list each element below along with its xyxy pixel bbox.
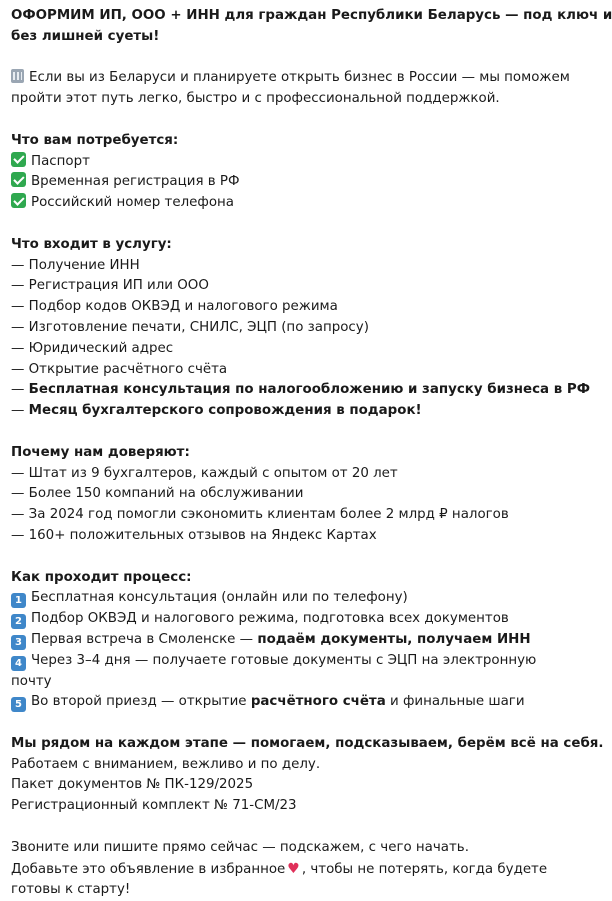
cta-line	[11, 859, 548, 881]
section-heading-service: Что входит в услугу:	[11, 236, 172, 252]
list-item: — Изготовление печати, СНИЛС, ЭЦП (по запросу)	[11, 319, 369, 335]
check-mark-icon	[11, 172, 26, 187]
keycap-1-icon: 1	[11, 593, 26, 608]
dash: —	[11, 403, 29, 419]
list-item	[11, 401, 521, 422]
list-item-bold-text: Бесплатная консультация по налогообложению и запуску бизнеса в РФ	[28, 382, 590, 398]
keycap-2-icon: 2	[11, 614, 26, 629]
closing-statement: Мы рядом на каждом этапе — помогаем, подсказываем, берём всё на себя.	[11, 735, 604, 751]
check-mark-icon	[11, 193, 26, 208]
spacer	[11, 48, 521, 69]
step-text: Подбор ОКВЭД и налогового режима, подготовка всех документов	[31, 611, 509, 627]
list-item: — Регистрация ИП или ООО	[11, 278, 209, 294]
keycap-5-icon: 5	[11, 697, 26, 712]
keycap-4-icon: 4	[11, 656, 26, 671]
list-item: — Юридический адрес	[11, 340, 174, 356]
spacer	[11, 713, 521, 734]
process-step	[11, 588, 521, 609]
title-line: ОФОРМИМ ИП, ООО + ИНН для граждан Республики Беларусь — под ключ и	[11, 8, 612, 23]
cta-text: , чтобы не потерять, когда будете	[301, 861, 548, 877]
cta-line: Звоните или пишите прямо сейчас — подскажем, с чего начать.	[11, 839, 469, 855]
cta-text: Добавьте это объявление в избранное	[11, 861, 286, 877]
title-line: без лишней суеты!	[11, 28, 160, 44]
keycap-3-icon: 3	[11, 635, 26, 650]
process-step	[11, 651, 537, 672]
list-item	[11, 172, 521, 193]
list-item: — За 2024 год помогли сэкономить клиентам более 2 млрд ₽ налогов	[11, 507, 509, 523]
spacer	[11, 110, 521, 131]
intro-line	[11, 68, 570, 89]
document-package-number: Пакет документов № ПК-129/2025	[11, 777, 254, 793]
list-item	[11, 152, 521, 173]
step-text: Во второй приезд — открытие	[31, 694, 251, 710]
intro-line: пройти этот путь легко, быстро и с профессиональной поддержкой.	[11, 91, 500, 107]
process-step	[11, 692, 525, 713]
list-item	[11, 193, 521, 214]
step-text: Бесплатная консультация (онлайн или по телефону)	[31, 590, 408, 606]
step-text: и финальные шаги	[385, 694, 525, 710]
list-item-text: Паспорт	[31, 153, 90, 169]
intro-text: Если вы из Беларуси и планируете открыть бизнес в России — мы поможем	[29, 70, 570, 86]
spacer	[11, 817, 521, 838]
registration-kit-number: Регистрационный комплект № 71-СМ/23	[11, 798, 297, 814]
section-heading-trust: Почему нам доверяют:	[11, 444, 190, 460]
list-item: — 160+ положительных отзывов на Яндекс Картах	[11, 527, 377, 543]
spacer	[11, 422, 521, 443]
step-bold-text: расчётного счёта	[250, 694, 386, 710]
check-mark-icon	[11, 152, 26, 167]
section-heading-need: Что вам потребуется:	[11, 132, 179, 148]
cta-line: готовы к старту!	[11, 882, 131, 898]
list-item-text: Временная регистрация в РФ	[31, 174, 240, 190]
list-item: — Получение ИНН	[11, 257, 140, 273]
step-text: Первая встреча в Смоленске —	[31, 631, 258, 647]
list-item: — Более 150 компаний на обслуживании	[11, 486, 304, 502]
spacer	[11, 214, 521, 235]
spacer	[11, 547, 521, 568]
list-item	[11, 380, 590, 401]
closing-line: Работаем с вниманием, вежливо и по делу.	[11, 756, 321, 772]
section-heading-process: Как проходит процесс:	[11, 569, 192, 585]
process-step	[11, 609, 521, 630]
list-item-text: Российский номер телефона	[31, 195, 234, 211]
list-item: — Штат из 9 бухгалтеров, каждый с опытом от 20 лет	[11, 465, 398, 481]
heart-icon: ♥	[287, 860, 300, 877]
list-item-bold-text: Месяц бухгалтерского сопровождения в подарок!	[28, 403, 422, 419]
list-item: — Подбор кодов ОКВЭД и налогового режима	[11, 299, 338, 315]
process-step-continued: почту	[11, 673, 52, 689]
dash: —	[11, 382, 29, 398]
step-text: Через 3–4 дня — получаете готовые документы с ЭЦП на электронную	[31, 652, 537, 668]
bank-building-icon	[11, 69, 24, 83]
process-step	[11, 630, 531, 651]
step-bold-text: подаём документы, получаем ИНН	[257, 631, 531, 647]
list-item: — Открытие расчётного счёта	[11, 361, 228, 377]
